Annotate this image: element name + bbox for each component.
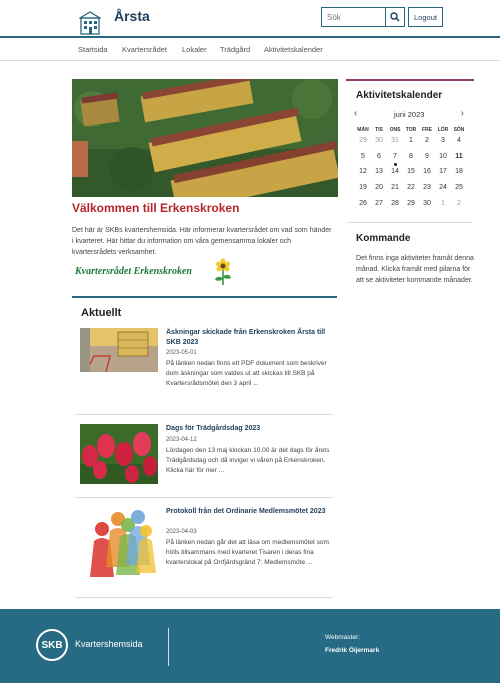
news-title[interactable]: Dags för Trädgårdsdag 2023 [166, 425, 261, 432]
news-title[interactable]: Protokoll från det Ordinarie Medlemsmötet 2023 [166, 508, 326, 515]
webmaster-label: Webmaster: [325, 634, 360, 641]
news-thumbnail[interactable] [80, 328, 158, 372]
calendar-day[interactable]: 10 [439, 152, 447, 160]
news-date: 2023-04-12 [166, 437, 197, 443]
footer-divider [168, 628, 169, 666]
building-logo-icon[interactable] [79, 11, 101, 35]
nav-item-kvartersradet[interactable]: Kvartersrådet [122, 45, 168, 54]
calendar-day[interactable]: 25 [455, 184, 463, 192]
calendar-day[interactable]: 22 [407, 184, 415, 192]
news-thumbnail[interactable] [80, 424, 158, 484]
calendar-day[interactable]: 2 [425, 137, 429, 144]
calendar-day[interactable]: 6 [377, 152, 381, 160]
intro-text: Det här är SKBs kvartershemsida. Här informerar kvartersrådet om vad som händer i kvarteret. Här hittar du information om våra gemensamma lokaler och kvartersrådets verksamhet. [72, 227, 332, 256]
chevron-right-icon[interactable]: › [460, 108, 464, 119]
news-item[interactable] [80, 424, 334, 490]
calendar-day[interactable]: 16 [423, 168, 431, 176]
news-text: Lördagen den 13 maj klockan 10.00 är det dags för årets Trädgårdsdag och då inviger vi våren på Erkenskroken. Klicka här för mer ... [166, 447, 330, 474]
site-header [0, 0, 500, 38]
calendar-week [355, 164, 467, 180]
calendar-day[interactable]: 20 [375, 184, 383, 192]
weekday-label: LÖR [437, 127, 449, 133]
calendar-day[interactable]: 17 [439, 168, 447, 176]
calendar-day[interactable]: 9 [425, 152, 429, 160]
calendar-day-with-event[interactable]: 7 [387, 149, 403, 165]
weekday-label: FRE [422, 127, 432, 133]
news-title[interactable]: Äskningar skickade från Erkenskroken Årsta till SKB 2023 [166, 329, 326, 346]
aktuellt-heading: Aktuellt [81, 307, 122, 319]
nav-item-aktivitetskalender[interactable]: Aktivitetskalender [264, 45, 323, 54]
news-date: 2023-04-03 [166, 529, 197, 535]
calendar-day[interactable]: 30 [423, 199, 431, 207]
calendar-nav [354, 108, 464, 120]
calendar-day[interactable]: 13 [375, 168, 383, 176]
calendar-day[interactable]: 18 [455, 168, 463, 176]
main-divider [72, 296, 337, 298]
sidebar-separator [347, 222, 473, 223]
calendar-week [355, 149, 467, 165]
search-icon [390, 12, 400, 22]
flower-icon [212, 258, 234, 286]
chevron-left-icon[interactable]: ‹ [354, 108, 358, 119]
calendar-day[interactable]: 2 [457, 199, 461, 207]
kvartersradet-logo [75, 258, 235, 286]
calendar-day[interactable]: 26 [359, 199, 367, 207]
kommande-text: Det finns inga aktiviteter framåt denna månad. Klicka framåt med pilarna för att se aktiviteter kommande månader. [356, 255, 474, 284]
news-item[interactable] [80, 507, 334, 597]
news-text: På länken nedan går det att läsa om medlemsmötet som hölls tillsammans med kvarteret Tisaren i deras fina kvarterslokal på Orrfjärdsgränd 7: Medlemsmöte ... [166, 539, 329, 566]
hero-image [72, 79, 338, 197]
weekday-label: TOR [405, 127, 417, 133]
calendar-week [355, 180, 467, 196]
footer-site-name: Kvartershemsida [75, 639, 143, 649]
site-footer [0, 609, 500, 683]
news-separator [75, 497, 333, 498]
calendar-day[interactable]: 12 [359, 168, 367, 176]
calendar-day[interactable]: 31 [391, 137, 399, 144]
logout-button[interactable]: Logout [408, 7, 443, 27]
news-separator [75, 414, 333, 415]
calendar-day[interactable]: 3 [441, 137, 445, 144]
weekday-label: ONS [389, 127, 401, 133]
calendar-day[interactable]: 30 [375, 137, 383, 144]
search-box [321, 7, 405, 27]
calendar-day[interactable]: 1 [441, 199, 445, 207]
skb-logo[interactable]: SKB [36, 629, 68, 661]
calendar-grid [355, 127, 467, 211]
calendar-day-today[interactable]: 11 [455, 152, 463, 160]
calendar-day[interactable]: 4 [457, 137, 461, 144]
news-text: På länken nedan finns ett PDF dokument som beskriver dom äskningar som valdes ut att skickas till SKB på Kvartersrådsmötet den 3 april ... [166, 360, 327, 387]
calendar-day[interactable]: 24 [439, 184, 447, 192]
news-thumbnail[interactable] [80, 507, 158, 579]
calendar-day[interactable]: 15 [407, 168, 415, 176]
calendar-month: juni 2023 [394, 110, 425, 119]
calendar-day[interactable]: 29 [359, 137, 367, 144]
welcome-title: Välkommen till Erkenskroken [72, 201, 240, 215]
calendar-week [355, 196, 467, 212]
calendar-title: Aktivitetskalender [356, 90, 443, 101]
calendar-day[interactable]: 1 [409, 137, 413, 144]
news-item[interactable] [80, 328, 334, 408]
weekday-label: MÅN [357, 127, 369, 133]
search-input[interactable] [322, 8, 385, 26]
main-nav [0, 38, 500, 61]
kommande-heading: Kommande [356, 233, 411, 244]
calendar-day[interactable]: 21 [391, 184, 399, 192]
weekday-label: TIS [375, 127, 383, 133]
calendar-day[interactable]: 29 [407, 199, 415, 207]
webmaster-name[interactable]: Fredrik Öijermark [325, 647, 380, 654]
calendar-week [355, 133, 467, 149]
brand-text: Kvartersrådet Erkenskroken [75, 266, 192, 277]
nav-item-lokaler[interactable]: Lokaler [182, 45, 207, 54]
site-title[interactable]: Årsta [114, 8, 150, 24]
news-separator [75, 597, 333, 598]
calendar-day[interactable]: 23 [423, 184, 431, 192]
calendar-day[interactable]: 28 [391, 199, 399, 207]
calendar-day[interactable]: 27 [375, 199, 383, 207]
news-date: 2023-05-01 [166, 350, 197, 356]
nav-item-tradgard[interactable]: Trädgård [220, 45, 251, 54]
calendar-day[interactable]: 19 [359, 184, 367, 192]
calendar-top-border [346, 79, 474, 81]
nav-item-startsida[interactable]: Startsida [78, 45, 108, 54]
calendar-day[interactable]: 8 [409, 152, 413, 160]
calendar-day[interactable]: 14 [391, 168, 399, 176]
search-button[interactable] [385, 8, 404, 26]
calendar-day[interactable]: 5 [361, 152, 365, 160]
weekday-label: SÖN [453, 127, 465, 133]
